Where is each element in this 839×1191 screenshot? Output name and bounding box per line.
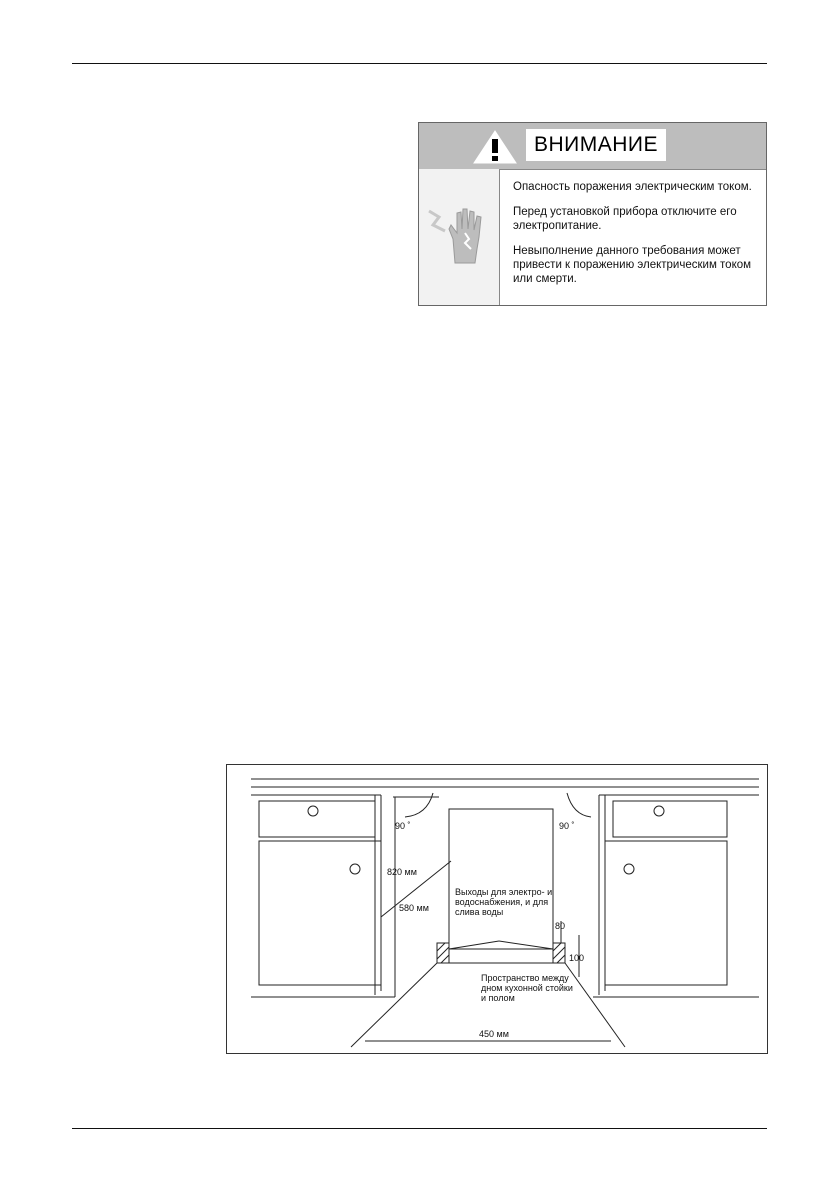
space-label-3: и полом [481,993,515,1003]
hazard-icon-cell [419,169,500,305]
installation-diagram [226,764,768,1054]
space-label-2: дном кухонной стойки [481,983,573,993]
space-label-1: Пространство между [481,973,569,983]
footer-rule [72,1128,767,1129]
outlet-label-2: водоснабжения, и для [455,897,549,907]
warning-title: ВНИМАНИЕ [526,129,666,161]
dim-80-label: 80 [555,921,566,931]
dim-100-label: 100 [569,953,585,963]
niche-drawing [227,765,767,1053]
angle-left-label: 90 ˚ [395,821,411,831]
width-label: 450 мм [479,1029,509,1039]
warning-header [419,123,766,170]
outlet-label-1: Выходы для электро- и [455,887,553,897]
warning-line-1: Опасность поражения электрическим током. [513,181,752,193]
warning-box [418,122,767,306]
warning-line-3: Невыполнение данного требования может привести к поражению электрическим током или смерти. [513,245,752,285]
outlet-label-3: слива воды [455,907,504,917]
angle-right-label: 90 ˚ [559,821,575,831]
warning-line-2: Перед установкой прибора отключите его электропитание. [513,206,737,232]
header-rule [72,63,767,64]
depth-label: 580 мм [399,903,429,913]
warning-text [513,180,763,297]
electric-hand-icon [425,203,497,267]
exclamation-triangle-icon [473,130,517,164]
height-label: 820 мм [387,867,417,877]
